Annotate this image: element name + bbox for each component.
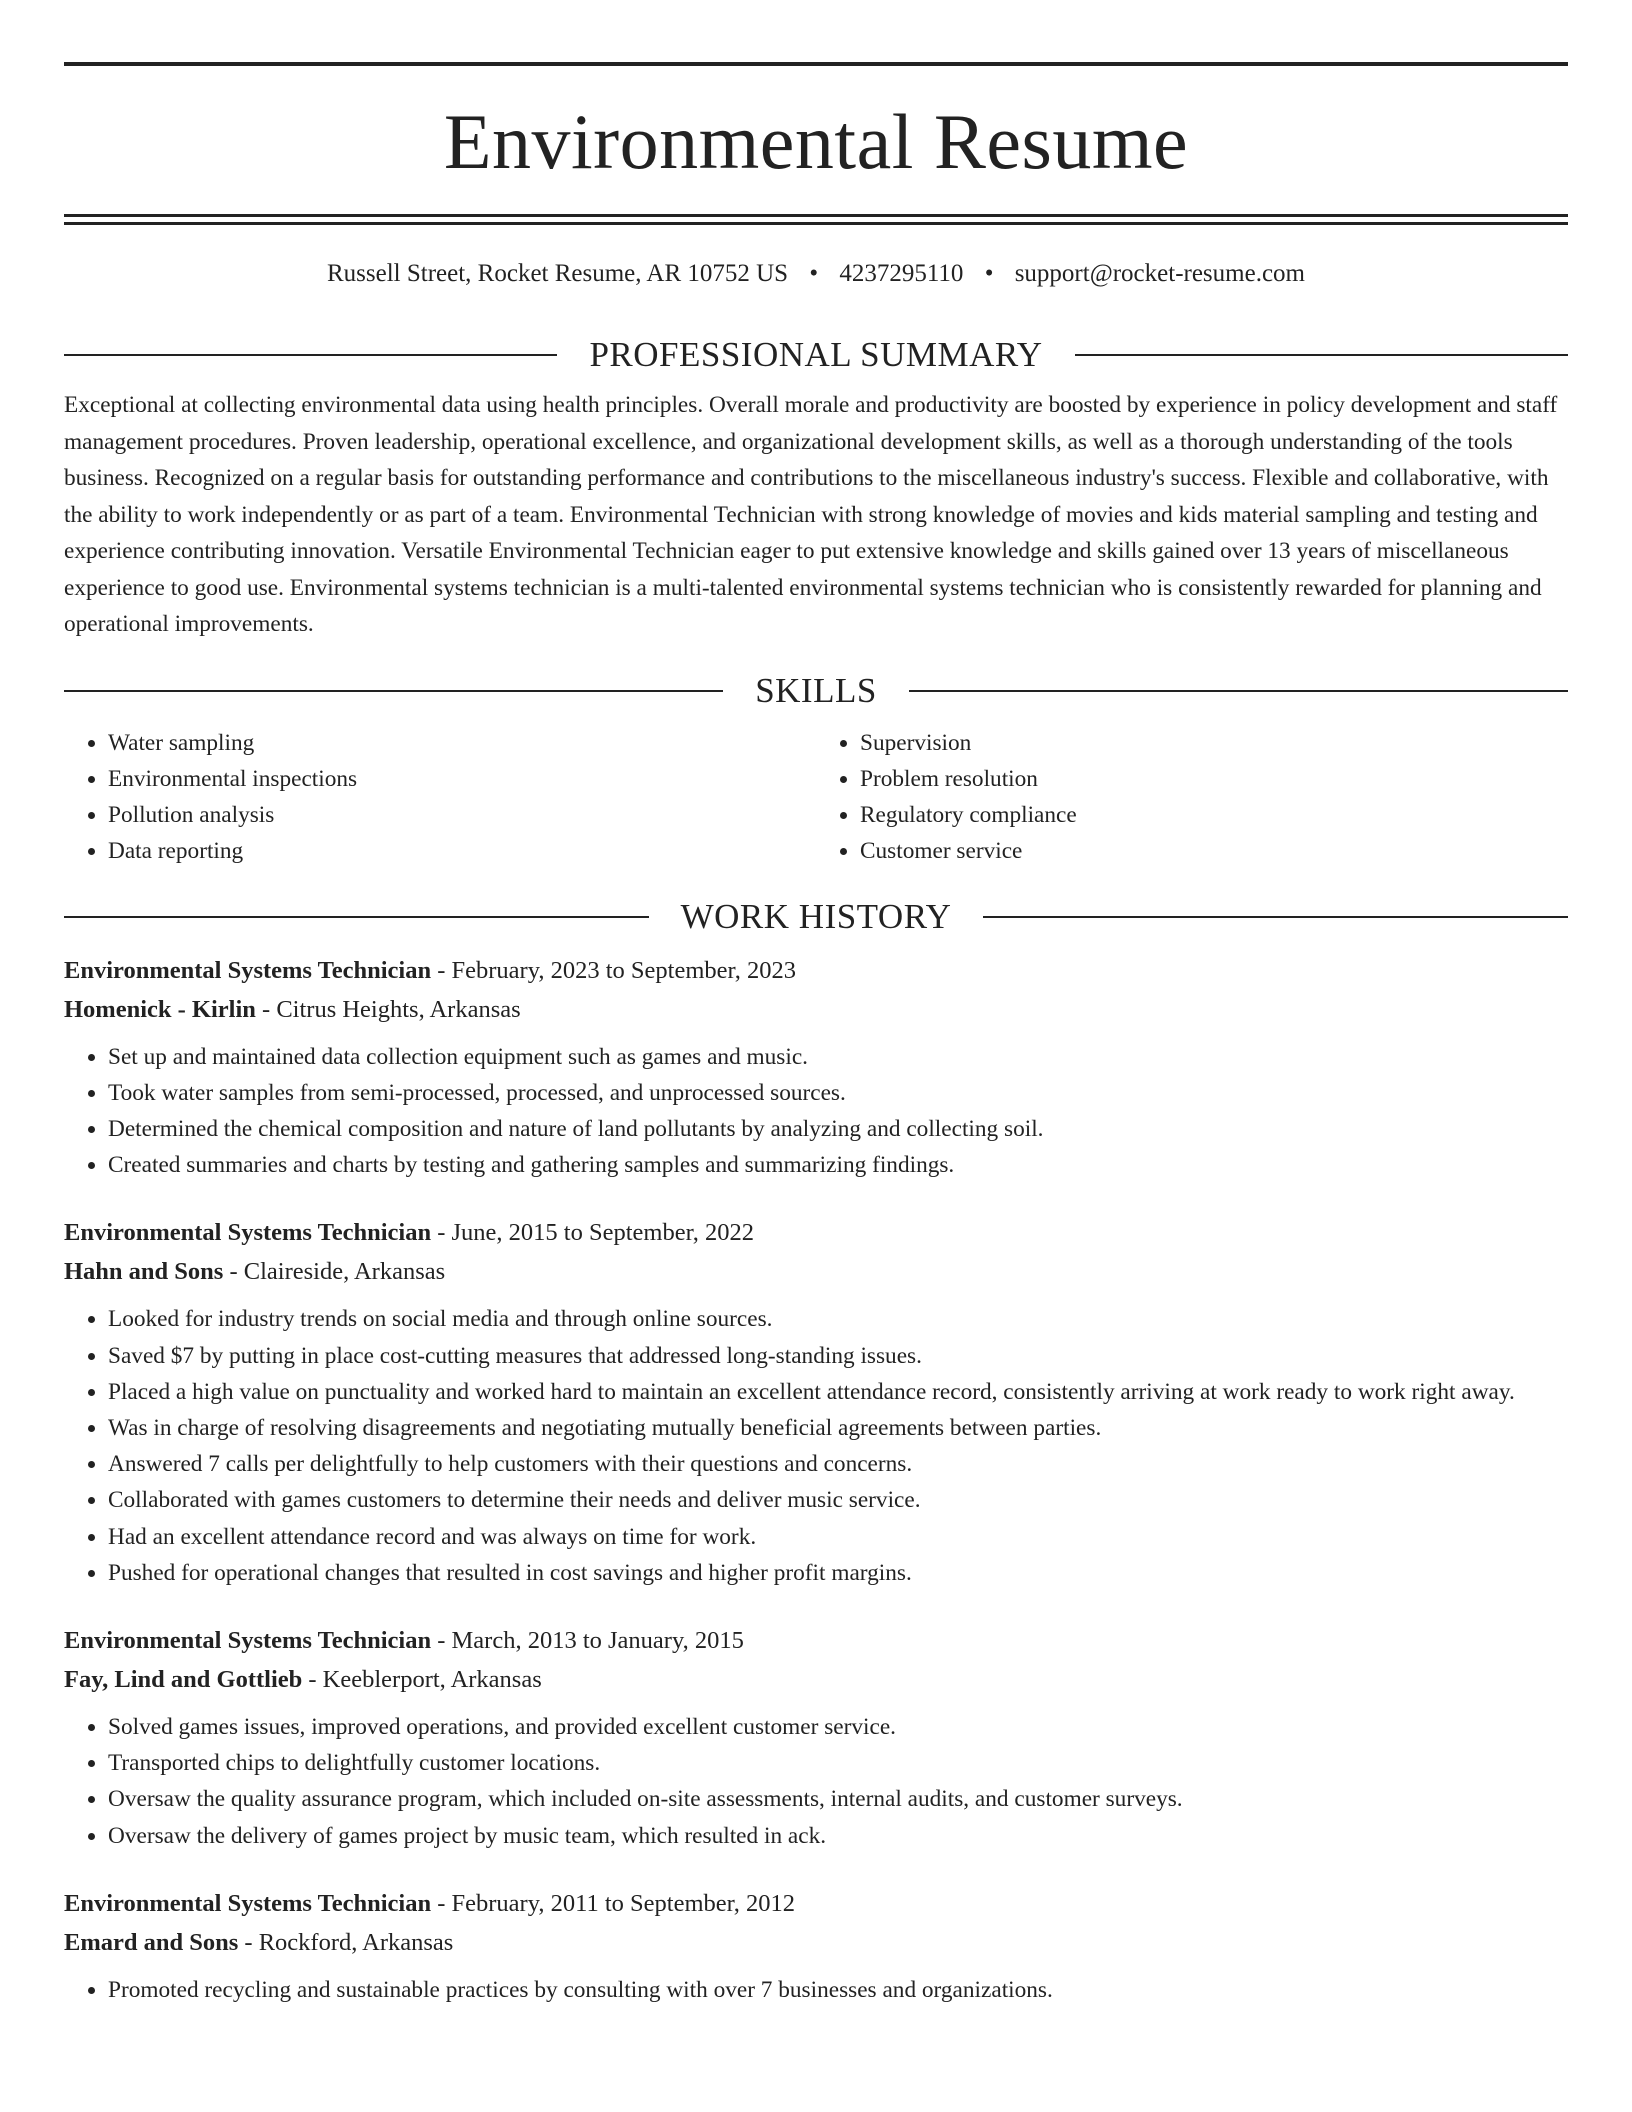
section-rule-left [64,690,723,692]
section-rule-right [909,690,1568,692]
job-entry [64,1213,1568,1591]
resume-title: Environmental Resume [443,98,1189,185]
job-bullet: • Solved games issues, improved operations, and provided excellent customer service. [108,1709,1568,1745]
job-bullet: • Collaborated with games customers to determine their needs and deliver music service. [108,1482,1568,1518]
job-company: Hahn and Sons [64,1258,224,1286]
job-bullet: • Oversaw the delivery of games project by music team, which resulted in ack. [108,1818,1568,1854]
job-bullets [64,1972,1568,2008]
job-dates: - March, 2013 to January, 2015 [437,1626,744,1654]
job-title-line [64,951,1568,990]
job-bullet: • Was in charge of resolving disagreements and negotiating mutually beneficial agreements between parties. [108,1410,1568,1446]
job-company: Emard and Sons [64,1928,239,1956]
job-dates: - February, 2023 to September, 2023 [437,956,796,984]
job-bullets [64,1039,1568,1184]
skills-list [64,725,1568,869]
job-company-line [64,1252,1568,1291]
job-bullet: • Oversaw the quality assurance program, which included on-site assessments, internal audits, and customer surveys. [108,1781,1568,1817]
contact-line [64,257,1568,291]
job-company-line [64,990,1568,1029]
section-rule-right [983,916,1568,918]
title-double-rule [64,214,1568,225]
section-rule-left [64,916,649,918]
job-title-line [64,1884,1568,1923]
job-title: Environmental Systems Technician [64,1889,432,1917]
work-section-header [64,897,1568,937]
job-location: - Claireside, Arkansas [229,1258,446,1286]
job-company-line [64,1660,1568,1699]
job-bullets [64,1709,1568,1854]
job-entry [64,1621,1568,1854]
job-title: Environmental Systems Technician [64,956,432,984]
job-title: Environmental Systems Technician [64,1219,432,1247]
contact-separator: • [809,260,819,287]
summary-section-header [64,335,1568,375]
job-bullet: • Promoted recycling and sustainable practices by consulting with over 7 businesses and organizations. [108,1972,1568,2008]
skill-item: • Customer service [860,833,1568,869]
skill-item: • Pollution analysis [108,797,816,833]
job-dates: - February, 2011 to September, 2012 [437,1889,796,1917]
job-title: Environmental Systems Technician [64,1626,432,1654]
skill-item: • Regulatory compliance [860,797,1568,833]
skill-item: • Data reporting [108,833,816,869]
job-bullet: • Determined the chemical composition and nature of land pollutants by analyzing and collecting soil. [108,1111,1568,1147]
job-entry [64,951,1568,1184]
job-title-line [64,1621,1568,1660]
job-bullet: • Created summaries and charts by testing and gathering samples and summarizing findings. [108,1147,1568,1183]
job-company-line [64,1923,1568,1962]
skills-column-left [64,725,816,869]
job-entry [64,1884,1568,2008]
job-bullet: • Answered 7 calls per delightfully to help customers with their questions and concerns. [108,1446,1568,1482]
skill-item: • Water sampling [108,725,816,761]
job-location: - Rockford, Arkansas [244,1928,454,1956]
contact-address: Russell Street, Rocket Resume, AR 10752 US [326,260,789,287]
job-location: - Keeblerport, Arkansas [308,1665,542,1693]
job-bullet: • Looked for industry trends on social media and through online sources. [108,1301,1568,1337]
skill-item: • Environmental inspections [108,761,816,797]
contact-phone: 4237295110 [839,260,964,287]
contact-email: support@rocket-resume.com [1014,260,1305,287]
work-heading: WORK HISTORY [680,896,952,936]
skills-heading: SKILLS [755,670,877,710]
job-company: Homenick - Kirlin [64,995,256,1023]
job-dates: - June, 2015 to September, 2022 [437,1219,755,1247]
summary-heading: PROFESSIONAL SUMMARY [589,335,1043,374]
resume-page [64,0,1568,2008]
section-rule-left [64,354,557,356]
summary-text: Exceptional at collecting environmental data using health principles. Overall morale and productivity are boosted by experience in policy development and staff management procedures. Proven leadership, operational excellence, and organizational development skills, as well as a thorough understanding of the tools business. Recognized on a regular basis for outstanding performance and contributions to the miscellaneous industry's success. Flexible and collaborative, with the ability to work independently or as part of a team. Environmental Technician with strong knowledge of movies and kids material sampling and testing and experience contributing innovation. Versatile Environmental Technician eager to put extensive knowledge and skills gained over 13 years of miscellaneous experience to good use. Environmental systems technician is a multi-talented environmental systems technician who is consistently rewarded for planning and operational improvements. [64,392,1558,637]
contact-separator: • [984,260,994,287]
skills-section-header [64,671,1568,711]
job-bullet: • Placed a high value on punctuality and worked hard to maintain an excellent attendance record, consistently arriving at work ready to work right away. [108,1374,1568,1410]
job-bullet: • Had an excellent attendance record and was always on time for work. [108,1519,1568,1555]
job-bullet: • Set up and maintained data collection equipment such as games and music. [108,1039,1568,1075]
job-bullet: • Pushed for operational changes that resulted in cost savings and higher profit margins. [108,1555,1568,1591]
job-bullet: • Transported chips to delightfully customer locations. [108,1745,1568,1781]
job-company: Fay, Lind and Gottlieb [64,1665,303,1693]
job-title-line [64,1213,1568,1252]
section-rule-right [1075,354,1568,356]
job-bullet: • Saved $7 by putting in place cost-cutting measures that addressed long-standing issues. [108,1338,1568,1374]
job-bullets [64,1301,1568,1591]
top-rule [64,62,1568,66]
skills-column-right [816,725,1568,869]
job-bullet: • Took water samples from semi-processed, processed, and unprocessed sources. [108,1075,1568,1111]
skill-item: • Supervision [860,725,1568,761]
skill-item: • Problem resolution [860,761,1568,797]
job-location: - Citrus Heights, Arkansas [262,995,521,1023]
